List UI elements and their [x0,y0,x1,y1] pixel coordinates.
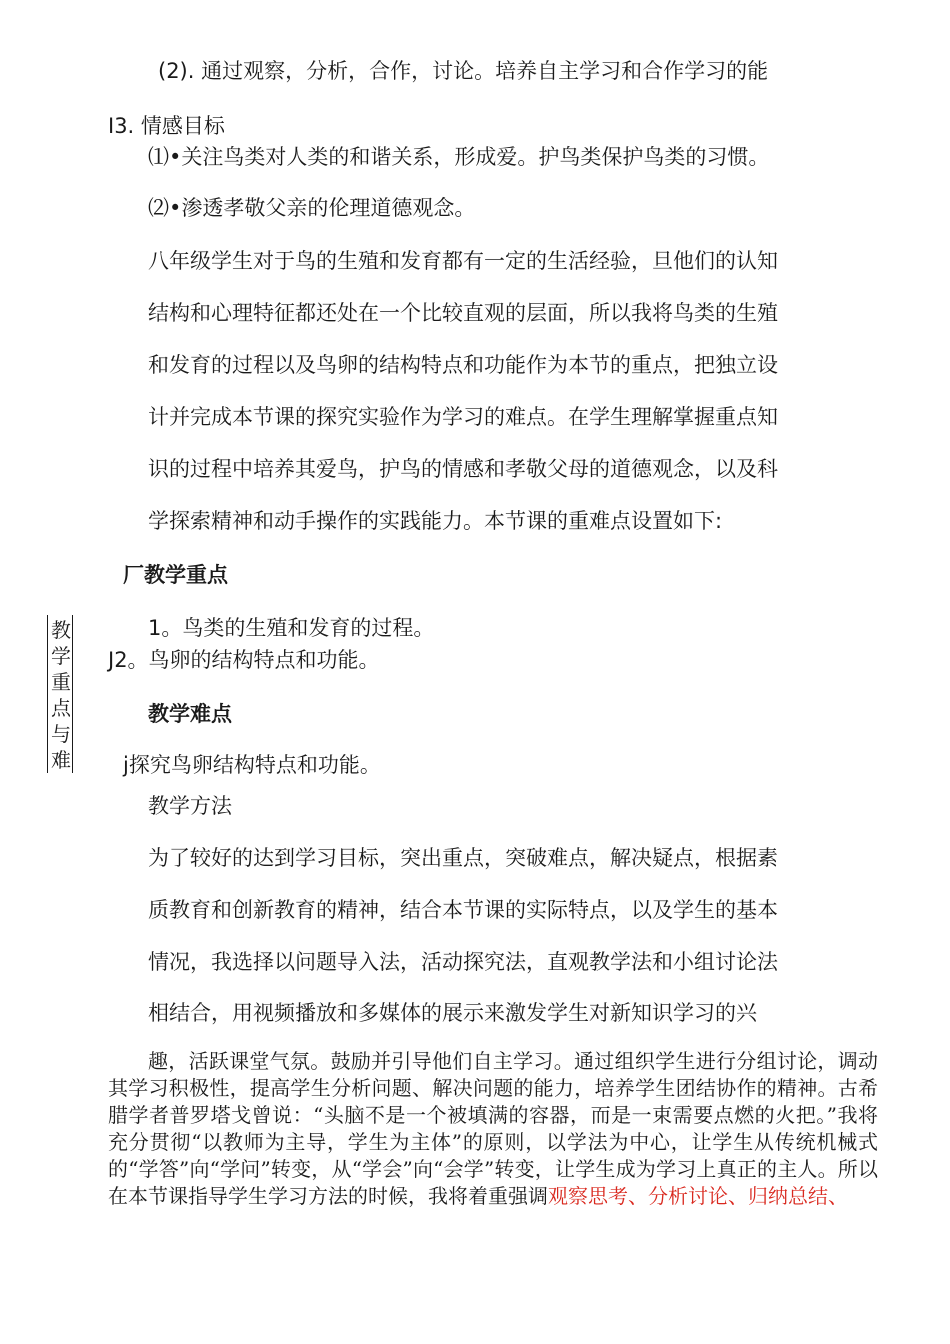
methods-paragraph [108,1048,878,1210]
sidebar-label-box [47,615,73,773]
section-heading: I3. 情感目标 [108,114,225,138]
text-line: 和发育的过程以及鸟卵的结构特点和功能作为本节的重点，把独立设 [148,353,778,377]
list-item: ⑵•渗透孝敬父亲的伦理道德观念。 [148,196,476,220]
section-heading-difficulties: 教学难点 [148,702,232,726]
highlighted-text: 观察思考、分析讨论、归纳总结、 [548,1184,848,1208]
paragraph-text: 趣，活跃课堂气氛。鼓励并引导他们自主学习。通过组织学生进行分组讨论，调动其学习积极性，提高学生分析问题、解决问题的能力，培养学生团结协作的精神。古希腊学者普罗塔戈曾说：“头脑不是一个被填满的容器，而是一束需要点燃的火把。”我将充分贯彻“以教师为主导，学生为主体”的原则，以学法为中心，让学生从传统机械式的“学答”向“学问”转变，从“学会”向“会学”转变，让学生成为学习上真正的主人。所以在本节课指导学生学习方法的时候，我将着重强调 [108,1049,878,1208]
text-line: 质教育和创新教育的精神，结合本节课的实际特点，以及学生的基本 [148,898,778,922]
section-heading-methods: 教学方法 [148,794,232,818]
text-line: 识的过程中培养其爱鸟，护鸟的情感和孝敬父母的道德观念，以及科 [148,457,778,481]
text-line: 学探索精神和动手操作的实践能力。本节课的重难点设置如下: [148,509,723,533]
text-line: 情况，我选择以问题导入法，活动探究法，直观教学法和小组讨论法 [148,950,778,974]
text-line: 为了较好的达到学习目标，突出重点，突破难点，解决疑点，根据素 [148,846,778,870]
text-line: 八年级学生对于鸟的生殖和发育都有一定的生活经验，旦他们的认知 [148,249,778,273]
list-item: J2。鸟卵的结构特点和功能。 [108,648,380,672]
text-line: 计并完成本节课的探究实验作为学习的难点。在学生理解掌握重点知 [148,405,778,429]
list-item: 1。鸟类的生殖和发育的过程。 [148,616,435,640]
text-line: 结构和心理特征都还处在一个比较直观的层面，所以我将鸟类的生殖 [148,301,778,325]
list-item: ⑴•关注鸟类对人类的和谐关系，形成爱。护鸟类保护鸟类的习惯。 [148,145,770,169]
text-line: (2). 通过观察，分析，合作，讨论。培养自主学习和合作学习的能 [158,59,769,83]
list-item: j探究鸟卵结构特点和功能。 [123,753,381,777]
text-line: 相结合，用视频播放和多媒体的展示来激发学生对新知识学习的兴 [148,1001,757,1025]
section-heading-key-points: 厂教学重点 [123,563,228,587]
sidebar-label: 教学重点与难 [51,618,71,772]
